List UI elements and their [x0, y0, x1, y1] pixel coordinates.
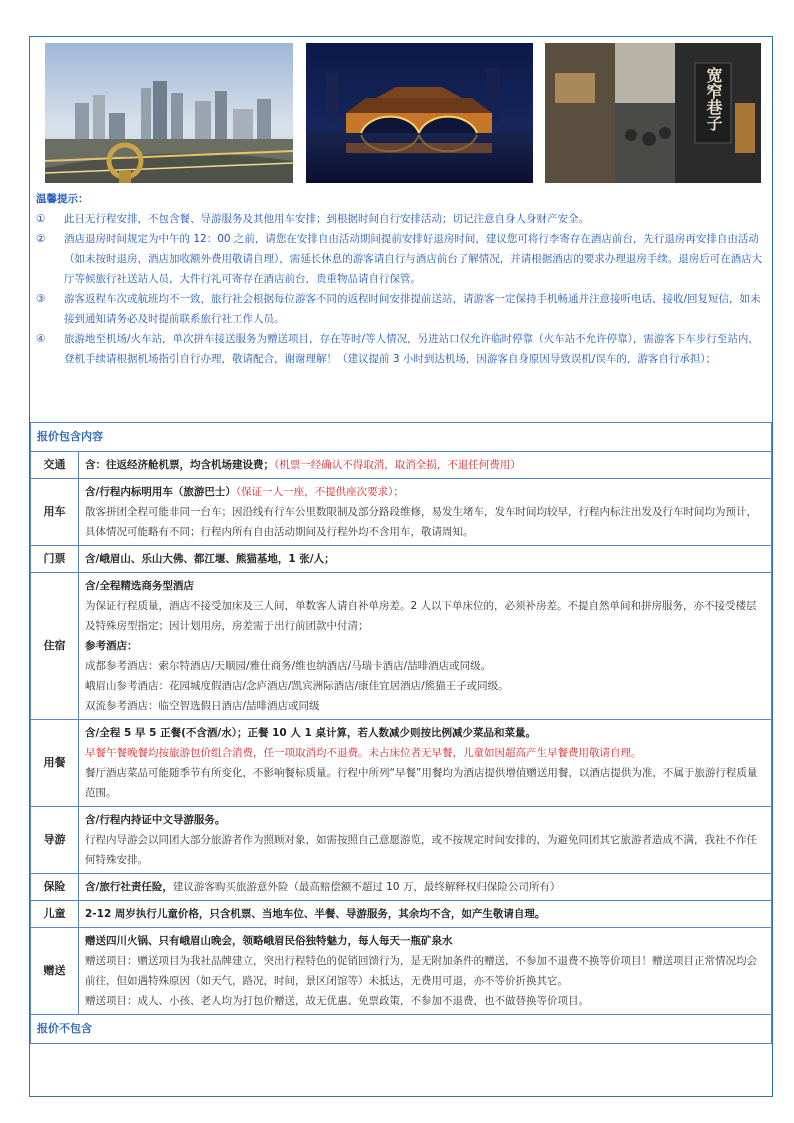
tip-item	[36, 289, 766, 329]
row-label: 用车	[31, 479, 79, 546]
insurance-detail: 建议游客购买旅游意外险（最高赔偿额不超过 10 万，最终解释权归保险公司所有）	[172, 881, 561, 893]
row-children	[31, 901, 772, 928]
tip-text: 酒店退房时间规定为中午的 12：00 之前，请您在安排自由活动期间提前安排好退房时间，建议您可将行李寄存在酒店前台，先行退房再安排自由活动（如未按时退房，酒店加收额外费用敬请自理），需延长休息的游客请自行与酒店前台了解情况，并请根据酒店的要求办理退房手续。退房后可在酒店大厅等候旅行社送站人员，大件行礼可寄存在酒店前台，贵重物品请自行保管。	[64, 233, 763, 285]
transport-main: 含：往返经济舱机票，均含机场建设费；	[85, 459, 274, 471]
tip-item	[36, 229, 766, 289]
tickets-main: 含/峨眉山、乐山大佛、都江堰、熊猫基地，1 张/人；	[79, 546, 772, 573]
row-content	[79, 452, 772, 479]
row-insurance	[31, 874, 772, 901]
row-content	[79, 479, 772, 546]
row-label: 儿童	[31, 901, 79, 928]
kuanzhai-alley-photo	[545, 43, 761, 183]
city-skyline-photo	[45, 43, 293, 183]
row-content	[79, 928, 772, 1015]
tip-number: ②	[36, 233, 46, 245]
meals-detail: 餐厅酒店菜品可能随季节有所变化，不影响餐标质量。行程中所列“早餐”用餐均为酒店提供增值赠送用餐，以酒店提供为准，不属于旅游行程质量范围。	[85, 767, 758, 799]
car-note: （保证一人一座，不提供座次要求）；	[235, 486, 404, 498]
row-transport	[31, 452, 772, 479]
row-label: 保险	[31, 874, 79, 901]
row-content	[79, 573, 772, 720]
tip-item	[36, 329, 766, 369]
row-tickets	[31, 546, 772, 573]
row-hotel	[31, 573, 772, 720]
meals-main: 含/全程 5 早 5 正餐(不含酒/水）；正餐 10 人 1 桌计算，若人数减少则按比例减少菜品和菜量。	[85, 727, 536, 739]
guide-detail: 行程内导游会以同团大部分旅游者作为照顾对象，如需按照自己意愿游览，或不按规定时间安排的，为避免同团其它旅游者造成不满，我社不作任何特殊安排。	[85, 834, 757, 866]
tip-number: ①	[36, 213, 46, 225]
tip-number: ③	[36, 293, 46, 305]
gift-detail-1: 赠送项目：赠送项目为我社品牌建立，突出行程特色的促销回馈行为，是无附加条件的赠送，不参加不退费不换等价项目！赠送项目正常情况均会前往，但如遇特殊原因（如天气，路况，时间，景区闭馆等）未抵达，无费用可退，亦不等价折换其它。	[85, 955, 757, 987]
row-guide	[31, 807, 772, 874]
document-frame	[29, 36, 773, 1097]
row-label: 赠送	[31, 928, 79, 1015]
car-detail: 散客拼团全程可能非同一台车；因沿线有行车公里数限制及部分路段维修，易发生堵车，发车时间均较早，行程内标注出发及行车时间均为预计，具体情况可能略有不同；行程内所有自由活动期间及行程外均不含用车，敬请周知。	[85, 506, 757, 538]
tips-section	[36, 189, 766, 369]
tips-title: 温馨提示：	[36, 193, 89, 205]
gift-detail-2: 赠送项目：成人、小孩、老人均为打包价赠送，故无优惠、免票政策，不参加不退费，也不做替换等价项目。	[85, 995, 589, 1007]
alley-sign-text: 宽窄巷子	[704, 67, 723, 131]
row-label: 门票	[31, 546, 79, 573]
row-label: 住宿	[31, 573, 79, 720]
meals-note: 早餐午餐晚餐均按旅游包价组合消费，任一项取消均不退费。未占床位者无早餐，儿童如因超高产生早餐费用敬请自理。	[85, 747, 642, 759]
row-content	[79, 720, 772, 807]
tip-text: 旅游地至机场/火车站，单次拼车接送服务为赠送项目，存在等时/等人情况，另进站口仅允许临时停靠（火车站不允许停靠），需游客下车步行至站内，登机手续请根据机场指引自行办理，敬请配合，谢谢理解！（建议提前 3 小时到达机场，因游客自身原因导致误机/误车的，游客自行承担）；	[64, 333, 759, 365]
hotel-ref-chengdu: 成都参考酒店：索尔特酒店/天顺园/雅仕商务/维也纳酒店/马瑞卡酒店/喆啡酒店或同级。	[85, 660, 492, 672]
excluded-header: 报价不包含	[31, 1015, 772, 1044]
tip-text: 此日无行程安排，不包含餐、导游服务及其他用车安排；到根据时间自行安排活动；切记注意自身人身财产安全。	[64, 213, 589, 225]
row-label: 交通	[31, 452, 79, 479]
night-bridge-photo	[306, 43, 533, 183]
row-meals	[31, 720, 772, 807]
guide-main: 含/行程内持证中文导游服务。	[85, 814, 226, 826]
row-car	[31, 479, 772, 546]
row-label: 用餐	[31, 720, 79, 807]
transport-note: （机票一经确认不得取消，取消全损，不退任何费用）	[274, 459, 521, 471]
price-info-table	[30, 422, 772, 1044]
excluded-header-row	[31, 1015, 772, 1044]
hotel-ref-emei: 峨眉山参考酒店：花园城度假酒店/念庐酒店/凯宾洲际酒店/康佳宜居酒店/熊猫王子或同级。	[85, 680, 509, 692]
row-label: 导游	[31, 807, 79, 874]
included-header: 报价包含内容	[31, 423, 772, 452]
row-content	[79, 807, 772, 874]
hotel-main: 含/全程精选商务型酒店	[85, 580, 194, 592]
children-main: 2-12 周岁执行儿童价格，只含机票、当地车位、半餐、导游服务，其余均不含，如产生敬请自理。	[79, 901, 772, 928]
tip-text: 游客返程车次或航班均不一致，旅行社会根据每位游客不同的返程时间安排提前送站，请游客一定保持手机畅通并注意接听电话、接收/回复短信，如未接到通知请务必及时提前联系旅行社工作人员。	[64, 293, 761, 325]
tip-number: ④	[36, 333, 46, 345]
included-header-row	[31, 423, 772, 452]
car-main: 含/行程内标明用车（旅游巴士）	[85, 486, 236, 498]
row-gift	[31, 928, 772, 1015]
hotel-desc: 为保证行程质量，酒店不接受加床及三人间，单数客人请自补单房差。2 人以下单床位的，必须补房差。不提自然单间和拼房服务，亦不接受楼层及特殊房型指定；因计划用房，房差需于出行前团款中付清；	[85, 600, 757, 632]
photo-strip	[45, 43, 761, 183]
insurance-main: 含/旅行社责任险，	[85, 881, 173, 893]
gift-main: 赠送四川火锅、只有峨眉山晚会，领略峨眉民俗独特魅力，每人每天一瓶矿泉水	[85, 935, 453, 947]
row-content	[79, 874, 772, 901]
tip-item	[36, 209, 766, 229]
hotel-ref-shuangliu: 双流参考酒店：临空智选假日酒店/喆啡酒店或同级	[85, 700, 320, 712]
hotel-ref-title: 参考酒店：	[85, 640, 138, 652]
